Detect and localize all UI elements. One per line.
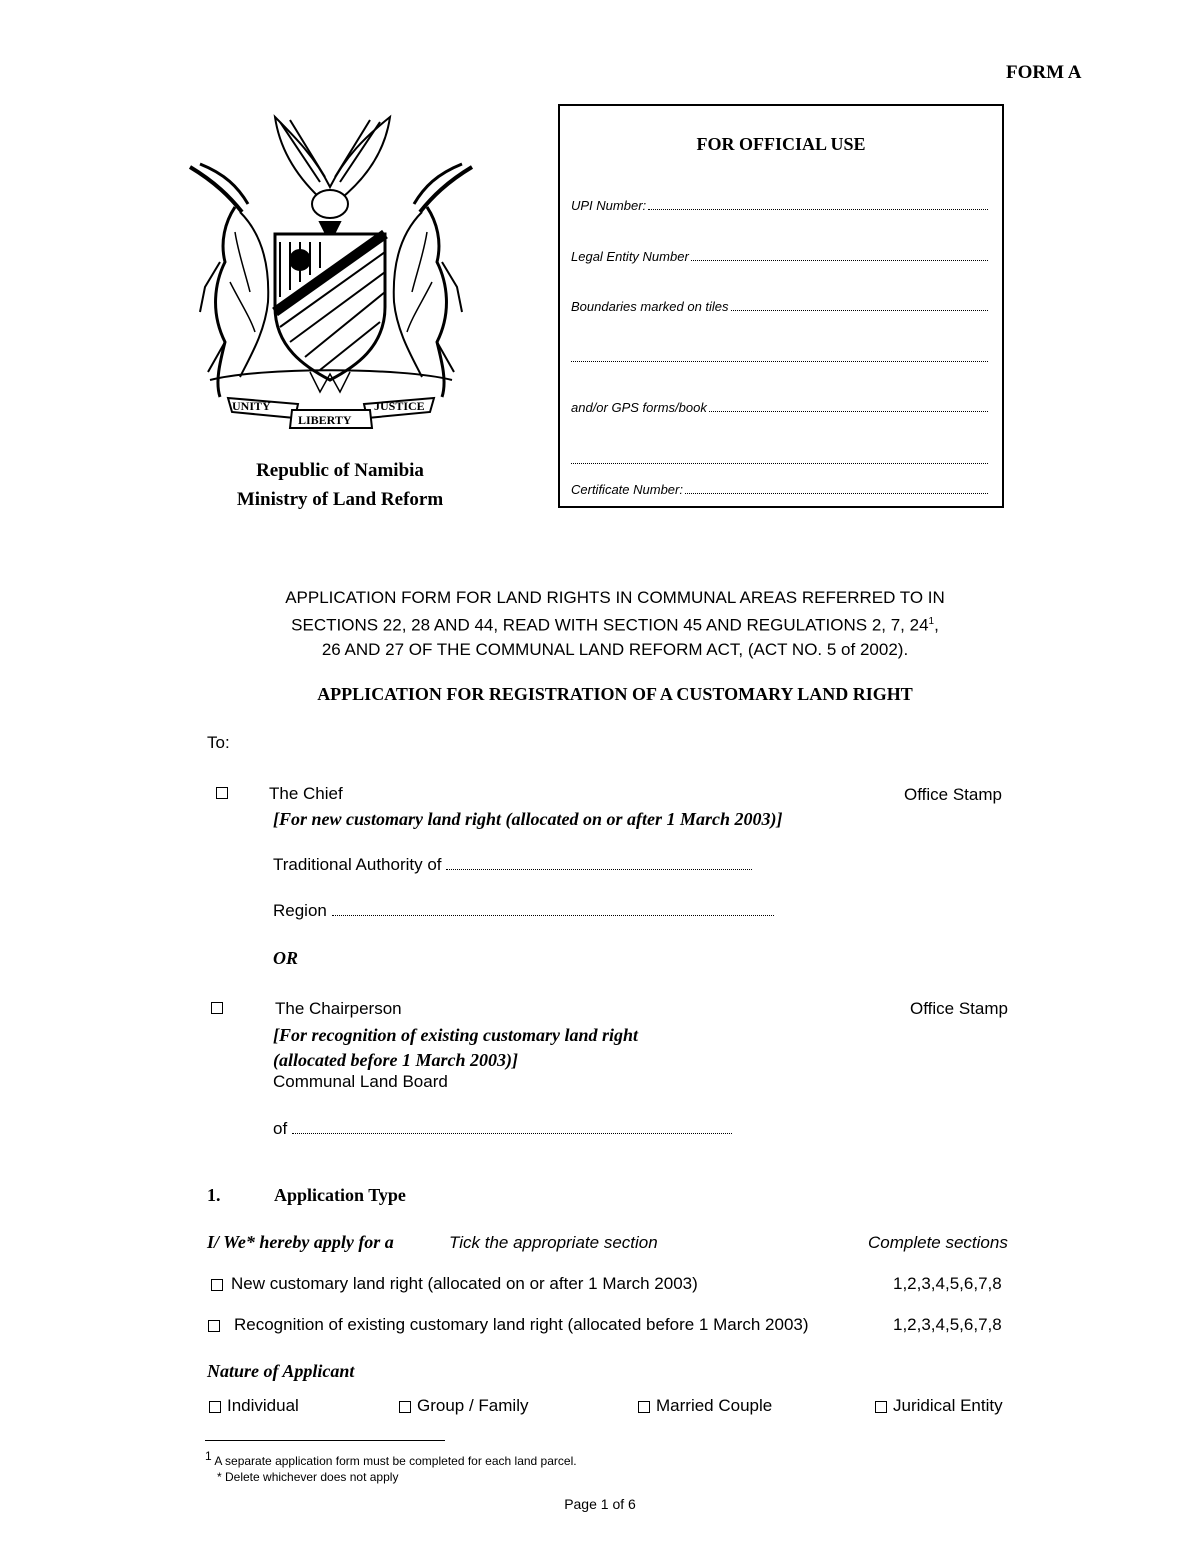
region-field[interactable] xyxy=(273,901,774,921)
board-of-line[interactable] xyxy=(292,1119,732,1134)
region-line[interactable] xyxy=(332,901,774,916)
boundaries-label: Boundaries marked on tiles xyxy=(571,299,729,314)
section-1-number: 1. xyxy=(207,1185,221,1205)
applicant-type-married[interactable]: Married Couple xyxy=(638,1396,772,1416)
recognition-right-label: Recognition of existing customary land right (allocated before 1 March 2003) xyxy=(234,1315,809,1334)
new-right-sections: 1,2,3,4,5,6,7,8 xyxy=(893,1274,1002,1293)
official-use-title: FOR OFFICIAL USE xyxy=(696,134,866,154)
footnote-number: 1 xyxy=(205,1449,212,1463)
gps-field-continued[interactable] xyxy=(571,452,988,464)
group-family-checkbox[interactable] xyxy=(399,1401,411,1413)
title-line-1: APPLICATION FORM FOR LAND RIGHTS IN COMMUNAL AREAS REFERRED TO IN xyxy=(285,588,945,607)
ministry-name: Ministry of Land Reform xyxy=(236,489,444,510)
certificate-number-label: Certificate Number: xyxy=(571,482,683,497)
motto-right: JUSTICE xyxy=(374,399,425,413)
boundaries-field[interactable] xyxy=(571,299,988,314)
legal-entity-label: Legal Entity Number xyxy=(571,249,689,264)
region-label: Region xyxy=(273,901,327,920)
chairperson-label: The Chairperson xyxy=(275,999,402,1018)
coat-of-arms-icon xyxy=(180,112,482,434)
legal-entity-field[interactable] xyxy=(571,249,988,264)
tick-instruction: Tick the appropriate section xyxy=(449,1233,658,1252)
page-number: Page 1 of 6 xyxy=(564,1496,636,1512)
boundaries-field-continued[interactable] xyxy=(571,350,988,362)
form-title xyxy=(150,586,1080,662)
republic-name: Republic of Namibia xyxy=(256,460,424,481)
ministry-header xyxy=(180,456,500,514)
chief-checkbox[interactable] xyxy=(216,787,228,799)
or-label: OR xyxy=(273,948,299,968)
motto-scroll xyxy=(180,398,482,436)
footnote-2: * Delete whichever does not apply xyxy=(217,1470,399,1484)
board-of-label: of xyxy=(273,1119,288,1138)
motto-center: LIBERTY xyxy=(298,413,352,427)
traditional-authority-label: Traditional Authority of xyxy=(273,855,442,874)
new-right-checkbox[interactable] xyxy=(211,1279,223,1291)
to-label: To: xyxy=(207,733,230,752)
upi-number-field[interactable] xyxy=(571,198,988,213)
new-right-label: New customary land right (allocated on or after 1 March 2003) xyxy=(231,1274,698,1293)
chairperson-note: [For recognition of existing customary land right (allocated before 1 March 2003)] xyxy=(273,1025,639,1070)
official-use-box xyxy=(558,104,1004,508)
upi-number-label: UPI Number: xyxy=(571,198,647,213)
applicant-type-individual[interactable]: Individual xyxy=(209,1396,299,1416)
title-line-2: SECTIONS 22, 28 AND 44, READ WITH SECTION 45 AND REGULATIONS 2, 7, $24^1$, xyxy=(291,615,939,635)
complete-sections-header: Complete sections xyxy=(868,1233,1008,1252)
traditional-authority-field[interactable] xyxy=(273,855,752,875)
individual-checkbox[interactable] xyxy=(209,1401,221,1413)
apply-for-label: I/ We* hereby apply for a xyxy=(207,1232,394,1252)
footnote-divider xyxy=(205,1440,445,1441)
form-label: FORM A xyxy=(1006,62,1082,83)
footnote-ref: 1 xyxy=(928,616,935,627)
recognition-right-sections: 1,2,3,4,5,6,7,8 xyxy=(893,1315,1002,1334)
chairperson-checkbox[interactable] xyxy=(211,1002,223,1014)
married-couple-checkbox[interactable] xyxy=(638,1401,650,1413)
gps-label: and/or GPS forms/book xyxy=(571,400,707,415)
footnotes xyxy=(205,1448,577,1485)
recognition-right-checkbox[interactable] xyxy=(208,1320,220,1332)
option-recognition-right[interactable] xyxy=(208,1315,809,1335)
form-subtitle: APPLICATION FOR REGISTRATION OF A CUSTOMARY LAND RIGHT xyxy=(317,684,913,704)
nature-of-applicant-label: Nature of Applicant xyxy=(207,1361,355,1381)
chief-office-stamp: Office Stamp xyxy=(904,785,1002,804)
applicant-type-group[interactable]: Group / Family xyxy=(399,1396,528,1416)
chief-label: The Chief xyxy=(269,784,343,803)
communal-land-board-label: Communal Land Board xyxy=(273,1072,448,1091)
gps-field[interactable] xyxy=(571,400,988,415)
traditional-authority-line[interactable] xyxy=(446,855,752,870)
option-new-right[interactable] xyxy=(211,1274,698,1294)
applicant-type-juridical[interactable]: Juridical Entity xyxy=(875,1396,1003,1416)
footnote-1: A separate application form must be completed for each land parcel. xyxy=(214,1454,577,1468)
motto-left: UNITY xyxy=(232,399,271,413)
chief-note: [For new customary land right (allocated on or after 1 March 2003)] xyxy=(273,809,783,829)
section-1-title: Application Type xyxy=(274,1185,406,1205)
chairperson-office-stamp: Office Stamp xyxy=(910,999,1008,1018)
certificate-number-field[interactable] xyxy=(571,482,988,497)
juridical-entity-checkbox[interactable] xyxy=(875,1401,887,1413)
board-of-field[interactable] xyxy=(273,1119,732,1139)
title-line-3: 26 AND 27 OF THE COMMUNAL LAND REFORM ACT, (ACT NO. 5 of 2002). xyxy=(321,639,909,659)
